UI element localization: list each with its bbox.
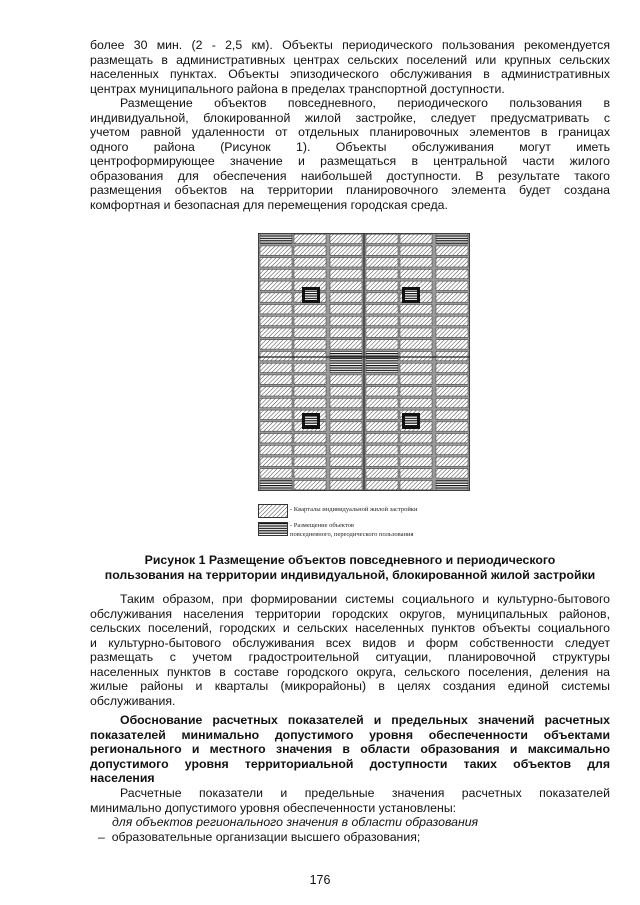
quarter-block (400, 351, 432, 360)
quarter-block (400, 246, 432, 255)
quarter-block (260, 234, 292, 243)
text-line: обслуживания. (90, 693, 176, 708)
quarter-block (294, 363, 326, 372)
quarter-block (366, 269, 398, 278)
quarter-block (330, 410, 362, 419)
italic-subheading (90, 815, 610, 830)
text-line: комфортная и безопасная для перемещения городская среда. (90, 197, 448, 212)
quarter-block (260, 269, 292, 278)
text-line: более 30 мин. (2 - 2,5 км). Объекты периодического пользования рекомендуется (90, 38, 610, 52)
quarter-block (294, 340, 326, 349)
quarter-block (400, 434, 432, 443)
quarter-block (330, 434, 362, 443)
quarter-block (260, 480, 292, 489)
quarter-block (366, 469, 398, 478)
quarter-block (436, 351, 468, 360)
quarter-block (400, 457, 432, 466)
quarter-block (260, 293, 292, 302)
quarter-block (366, 305, 398, 314)
block-layout-figure (258, 233, 470, 491)
quarter-block (366, 422, 398, 431)
list-item-text: образовательные организации высшего образования; (111, 830, 421, 844)
figure-legend (258, 500, 498, 545)
quarter-block (400, 375, 432, 384)
quarter-block (436, 434, 468, 443)
quarter-block (400, 480, 432, 489)
quarter-block (366, 328, 398, 337)
list-item (90, 830, 610, 845)
quarter-block (330, 445, 362, 454)
quarter-block (400, 340, 432, 349)
quarter-block (294, 351, 326, 360)
quarter-block (400, 305, 432, 314)
quarter-block (330, 457, 362, 466)
quarter-block (436, 293, 468, 302)
quarter-block (366, 351, 398, 360)
text-line: населенных пунктов в составе городского округа, сельского поселения, деления на (90, 664, 610, 679)
quarter-block (330, 316, 362, 325)
service-object (405, 290, 417, 300)
quarter-block (330, 398, 362, 407)
quarter-block (400, 398, 432, 407)
quarter-block (330, 363, 362, 372)
text-line: образования для обеспечения наибольшей доступности. В результате такого (90, 168, 610, 183)
quarter-block (330, 469, 362, 478)
quarter-block (260, 375, 292, 384)
text-line: показателей минимально допустимого уровня обеспеченности объектами (90, 727, 610, 742)
quarter-block (294, 457, 326, 466)
caption-line: Рисунок 1 Размещение объектов повседневного и периодического (144, 553, 556, 567)
quarter-block (436, 375, 468, 384)
quarter-block (436, 469, 468, 478)
quarter-block (400, 328, 432, 337)
quarter-block (330, 234, 362, 243)
quarter-block (260, 422, 292, 431)
paragraph-2 (90, 96, 610, 212)
quarter-block (436, 387, 468, 396)
quarter-block (400, 234, 432, 243)
quarter-block (330, 375, 362, 384)
quarter-block (260, 445, 292, 454)
service-object (305, 290, 317, 300)
legend-label-services-1: - Размещение объектов (290, 522, 354, 529)
quarter-block (260, 387, 292, 396)
quarter-block (260, 340, 292, 349)
quarter-block (330, 340, 362, 349)
quarter-block (294, 328, 326, 337)
quarter-block (260, 316, 292, 325)
quarter-block (436, 305, 468, 314)
quarter-block (366, 316, 398, 325)
quarter-block (294, 387, 326, 396)
text-line: индивидуальной, блокированной жилой застройке, следует предусматривать с (90, 110, 610, 125)
quarter-block (436, 457, 468, 466)
quarter-block (366, 246, 398, 255)
text-line: для объектов регионального значения в области образования (112, 815, 479, 829)
quarter-block (260, 457, 292, 466)
quarter-block (400, 316, 432, 325)
quarter-block (294, 316, 326, 325)
quarter-block (294, 480, 326, 489)
page-number: 176 (309, 873, 331, 887)
quarter-block (436, 340, 468, 349)
bullet-dash: – (98, 830, 105, 844)
quarter-block (260, 281, 292, 290)
quarter-block (330, 269, 362, 278)
text-line: допустимого уровня территориальной доступности таких объектов для (90, 756, 610, 771)
quarter-block (294, 234, 326, 243)
text-line: размещать с учетом градостроительной ситуации, планировочной структуры (90, 650, 610, 664)
quarter-block (400, 258, 432, 267)
quarter-block (294, 469, 326, 478)
quarter-block (436, 445, 468, 454)
quarter-block (260, 351, 292, 360)
quarter-block (294, 246, 326, 255)
paragraph-4 (90, 786, 610, 815)
quarter-block (366, 457, 398, 466)
quarter-block (436, 328, 468, 337)
quarter-block (330, 258, 362, 267)
legend-label-residential: - Кварталы индивидуальной жилой застройки (290, 506, 418, 513)
quarter-block (330, 387, 362, 396)
quarter-block (294, 398, 326, 407)
quarter-block (366, 234, 398, 243)
legend-swatch-hatched (258, 504, 288, 518)
quarter-block (436, 246, 468, 255)
text-line: и культурно-бытового обслуживания всех видов и форм собственности следует (90, 635, 610, 650)
quarter-block (260, 469, 292, 478)
quarter-block (294, 258, 326, 267)
quarter-block (366, 398, 398, 407)
quarter-block (366, 293, 398, 302)
quarter-block (400, 387, 432, 396)
quarter-block (366, 410, 398, 419)
quarter-block (260, 305, 292, 314)
service-object (305, 416, 317, 426)
quarter-block (436, 398, 468, 407)
quarter-block (260, 434, 292, 443)
quarter-block (366, 375, 398, 384)
quarter-block (294, 445, 326, 454)
quarter-block (330, 305, 362, 314)
text-line: Размещение объектов повседневного, периодического пользования в (120, 96, 610, 110)
text-line: обслуживания населения территории городских округов, муниципальных районов, (90, 606, 610, 621)
quarter-block (260, 410, 292, 419)
quarter-block (330, 293, 362, 302)
quarter-block (366, 281, 398, 290)
text-line: сельских поселений, городских и сельских населенных пунктов объекты социального (90, 621, 610, 635)
quarter-block (366, 434, 398, 443)
quarter-block (436, 410, 468, 419)
quarter-block (436, 316, 468, 325)
quarter-block (366, 387, 398, 396)
quarter-block (400, 469, 432, 478)
quarter-block (330, 246, 362, 255)
quarter-block (260, 258, 292, 267)
paragraph-1 (90, 38, 610, 96)
quarter-block (366, 258, 398, 267)
quarter-block (400, 445, 432, 454)
quarter-block (330, 351, 362, 360)
service-object (405, 416, 417, 426)
quarter-block (400, 363, 432, 372)
quarter-block (260, 398, 292, 407)
quarter-block (436, 234, 468, 243)
quarter-block (436, 480, 468, 489)
quarter-block (366, 480, 398, 489)
quarter-block (260, 246, 292, 255)
legend-label-services-2: повседневного, переодического пользования (290, 531, 414, 538)
section-heading (90, 713, 610, 786)
quarter-block (294, 269, 326, 278)
text-line: регионального и местного значения в области образования и максимально (90, 742, 610, 756)
quarter-block (294, 305, 326, 314)
text-line: населенных пунктах. Объекты эпизодического обслуживания в административных (90, 67, 610, 81)
quarter-block (366, 363, 398, 372)
text-line: Расчетные показатели и предельные значения расчетных показателей (120, 786, 610, 800)
text-line: центрах муниципального района в пределах транспортной доступности. (90, 81, 505, 96)
caption-line: пользования на территории индивидуальной, блокированной жилой застройки (104, 568, 596, 582)
text-line: Таким образом, при формировании системы социального и культурно-бытового (120, 592, 610, 606)
quarter-block (436, 269, 468, 278)
text-line: размещать в административных центрах сельских поселений или крупных сельских (90, 52, 610, 67)
quarter-block (294, 434, 326, 443)
quarter-block (436, 258, 468, 267)
quarter-block (294, 375, 326, 384)
paragraph-3 (90, 592, 610, 708)
text-line: жилые районы и кварталы (микрорайоны) в целях создания единой системы (90, 679, 610, 693)
legend-swatch-striped (258, 522, 288, 536)
quarter-block (330, 422, 362, 431)
quarter-block (366, 340, 398, 349)
figure-caption (90, 553, 610, 583)
text-line: учетом равной удаленности от отдельных планировочных элементов в границах (90, 125, 610, 139)
text-line: одного района (Рисунок 1). Объекты обслуживания могут иметь (90, 139, 610, 154)
quarter-block (330, 480, 362, 489)
quarter-block (260, 363, 292, 372)
quarter-block (260, 328, 292, 337)
bullet-list (90, 830, 610, 845)
quarter-block (436, 363, 468, 372)
quarter-block (436, 422, 468, 431)
quarter-block (436, 281, 468, 290)
quarter-block (330, 328, 362, 337)
text-line: размещения объектов на территории планировочного элемента будет создана (90, 183, 610, 197)
quarter-block (366, 445, 398, 454)
text-line: центроформирующее значение и размещаться в центральной части жилого (90, 154, 610, 168)
quarter-block (330, 281, 362, 290)
quarter-block (400, 269, 432, 278)
text-line: населения (90, 771, 155, 785)
text-line: Обоснование расчетных показателей и предельных значений расчетных (120, 713, 610, 727)
text-line: минимально допустимого уровня обеспеченности установлены: (90, 800, 457, 815)
